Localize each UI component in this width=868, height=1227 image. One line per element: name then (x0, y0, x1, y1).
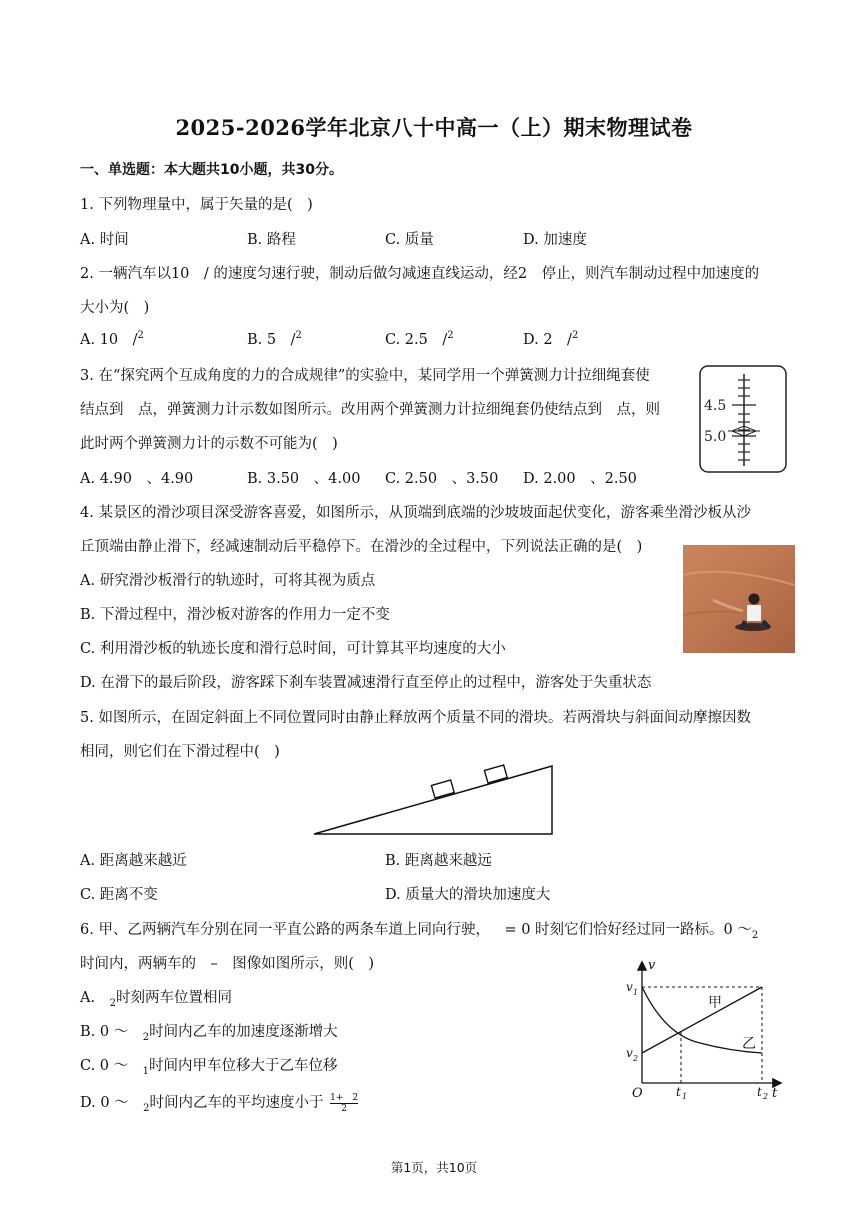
label-jia: 甲 (708, 995, 722, 1011)
vt-graph (620, 955, 785, 1100)
q3-stem-line1: 3. 在“探究两个互成角度的力的合成规律”的实验中，某同学用一个弹簧测力计拉细绳套使 (80, 368, 650, 384)
rider-shirt (747, 605, 761, 621)
label-yi: 乙 (742, 1036, 756, 1052)
q1-option-d: D. 加速度 (523, 232, 587, 248)
scale-frame (700, 366, 786, 472)
q4-option-c: C. 利用滑沙板的轨迹长度和滑行总时间，可计算其平均速度的大小 (80, 641, 506, 657)
v1-sub: 1 (633, 988, 639, 997)
origin-label: O (632, 1086, 643, 1100)
t-axis-label: t (772, 1086, 778, 1100)
q3-option-b: B. 3.50 、4.00 (247, 471, 361, 487)
v2-label: v (626, 1046, 633, 1060)
q3-stem-line2: 结点到 点，弹簧测力计示数如图所示。改用两个弹簧测力计拉细绳套仍使结点到 点，则 (80, 402, 660, 418)
q6-stem-line2: 时间内，两辆车的 – 图像如图所示，则( ) (80, 956, 375, 972)
q2-option-c: C. 2.5 /$^2$ (385, 330, 454, 348)
q1-option-a: A. 时间 (80, 232, 129, 248)
q6-option-b: B. 0 ～ $_2$时间内乙车的加速度逐渐增大 (80, 1024, 338, 1043)
q3-option-d: D. 2.00 、2.50 (523, 471, 637, 487)
q6-stem-line1: 6. 甲、乙两辆汽车分别在同一平直公路的两条车道上同向行驶， = 0 时刻它们恰好经过同一路标。0 $\sim_2$ (80, 922, 759, 941)
t1-label: t (676, 1085, 681, 1099)
incline-triangle (314, 766, 552, 834)
q1-option-c: C. 质量 (385, 232, 434, 248)
t2-sub: 2 (763, 1092, 769, 1100)
paper-title: 2025-2026学年北京八十中高一（上）期末物理试卷 (175, 115, 693, 140)
q4-stem-line1: 4. 某景区的滑沙项目深受游客喜爱，如图所示，从顶端到底端的沙坡坡面起伏变化，游客乘坐滑沙板从沙 (80, 505, 751, 521)
t1-sub: 1 (682, 1092, 688, 1100)
q5-stem-line1: 5. 如图所示，在固定斜面上不同位置同时由静止释放两个质量不同的滑块。若两滑块与斜面间动摩擦因数 (80, 710, 751, 726)
q5-option-d: D. 质量大的滑块加速度大 (385, 887, 551, 903)
q2-stem-line1: 2. 一辆汽车以10 / 的速度匀速行驶，制动后做匀减速直线运动，经2 停止，则汽车制动过程中加速度的 (80, 266, 760, 282)
t2-label: t (757, 1085, 762, 1099)
q6-option-c: C. 0 ～ $_1$时间内甲车位移大于乙车位移 (80, 1058, 338, 1077)
q2-option-a: A. 10 /$^2$ (80, 330, 144, 348)
rider-head (749, 594, 760, 605)
scale-label-4-5: 4.5 (704, 398, 727, 414)
v1-label: v (626, 980, 633, 994)
q4-option-a: A. 研究滑沙板滑行的轨迹时，可将其视为质点 (80, 573, 376, 589)
q2-stem-line2: 大小为( ) (80, 300, 150, 316)
q5-option-b: B. 距离越来越远 (385, 853, 492, 869)
sand-slide-photo (683, 545, 795, 653)
q6-option-a: A. $_2$时刻两车位置相同 (80, 990, 232, 1009)
q3-option-c: C. 2.50 、3.50 (385, 471, 499, 487)
q3-stem-line3: 此时两个弹簧测力计的示数不可能为( ) (80, 436, 338, 452)
q1-stem: 1. 下列物理量中，属于矢量的是( ) (80, 197, 313, 213)
q2-option-b: B. 5 /$^2$ (247, 330, 302, 348)
q4-option-b: B. 下滑过程中，滑沙板对游客的作用力一定不变 (80, 607, 390, 623)
page-footer: 第1页，共10页 (390, 1160, 478, 1175)
q5-option-a: A. 距离越来越近 (80, 853, 187, 869)
q2-option-d: D. 2 /$^2$ (523, 330, 579, 348)
q6-option-d-fraction: $\frac{1+ 2}{2}$ (330, 1092, 359, 1114)
q3-option-a: A. 4.90 、4.90 (80, 471, 194, 487)
q6-option-d: D. 0 ～ $_2$时间内乙车的平均速度小于 $\frac{1+ 2}{2}$ (80, 1092, 359, 1114)
q5-option-c: C. 距离不变 (80, 887, 158, 903)
q1-option-b: B. 路程 (247, 232, 296, 248)
v-axis-label: v (648, 958, 656, 973)
scale-label-5-0: 5.0 (704, 429, 727, 445)
q5-stem-line2: 相同，则它们在下滑过程中( ) (80, 744, 280, 760)
q4-stem-line2: 丘顶端由静止滑下，经减速制动后平稳停下。在滑沙的全过程中，下列说法正确的是( ) (80, 539, 643, 555)
spring-scale-figure (698, 364, 788, 474)
incline-figure (310, 758, 558, 840)
v2-sub: 2 (633, 1054, 639, 1063)
section-heading: 一、单选题：本大题共10小题，共30分。 (80, 162, 343, 178)
q4-option-d: D. 在滑下的最后阶段，游客踩下刹车装置减速滑行直至停止的过程中，游客处于失重状态 (80, 675, 652, 691)
